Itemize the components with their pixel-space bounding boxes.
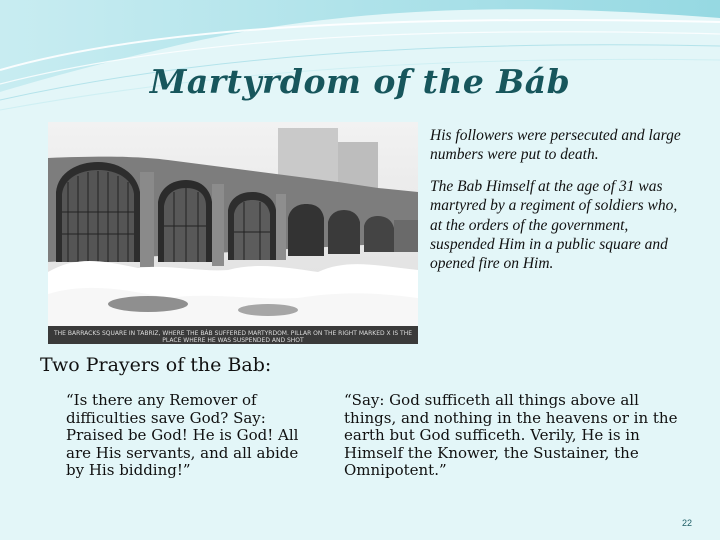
photo-caption: THE BARRACKS SQUARE IN TABRIZ, WHERE THE BÁB SUFFERED MARTYRDOM. PILLAR ON THE RIGHT MARKED X IS THE PLACE WHERE HE WAS SUSPENDED AND SHOT — [53, 330, 413, 344]
description-block — [430, 126, 692, 286]
prayers-heading: Two Prayers of the Bab: — [40, 354, 272, 376]
paragraph-martyrdom: The Bab Himself at the age of 31 was martyred by a regiment of soldiers who, at the orders of the government, suspended Him in a public square and opened fire on Him. — [430, 177, 678, 273]
prayer-god-sufficeth: “Say: God sufficeth all things above all things, and nothing in the heavens or in the earth but God sufficeth. Verily, He is in Himself the Knower, the Sustainer, the Omnipotent.” — [344, 391, 678, 479]
decorative-swoosh — [0, 0, 720, 120]
paragraph-persecution: His followers were persecuted and large numbers were put to death. — [430, 127, 681, 164]
prayer-remover-of-difficulties: “Is there any Remover of difficulties save God? Say: Praised be God! He is God! All are His servants, and all abide by His bidding!” — [66, 391, 299, 479]
barracks-square-photo — [48, 122, 418, 344]
slide-number: 22 — [681, 518, 692, 528]
slide-title: Martyrdom of the Báb — [149, 62, 571, 101]
photo-image — [48, 122, 418, 344]
